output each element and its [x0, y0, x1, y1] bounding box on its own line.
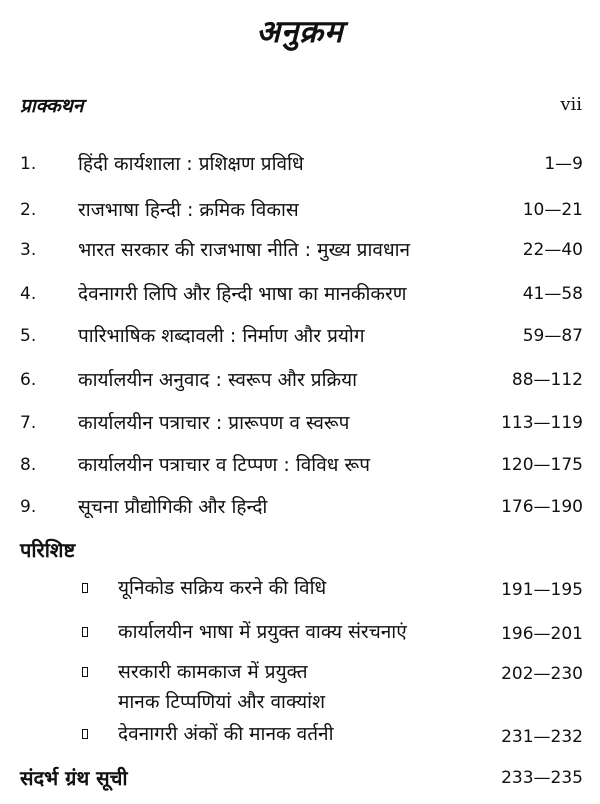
chapter-title: पारिभाषिक शब्दावली : निर्माण और प्रयोग	[78, 325, 365, 347]
chapter-pages: 176—190	[501, 497, 583, 517]
chapter-number: 6.	[20, 370, 37, 390]
preface-label: प्राक्कथन	[20, 95, 84, 117]
appendix-item-pages: 202—230	[501, 664, 583, 684]
chapter-number: 2.	[20, 200, 37, 220]
chapter-number: 8.	[20, 455, 37, 475]
chapter-number: 5.	[20, 326, 37, 346]
appendix-item-title: कार्यालयीन भाषा में प्रयुक्त वाक्य संरचनाएं	[118, 621, 407, 643]
square-bullet-icon	[82, 583, 88, 593]
chapter-title: हिंदी कार्यशाला : प्रशिक्षण प्रविधि	[78, 153, 304, 175]
chapter-number: 3.	[20, 240, 37, 260]
chapter-number: 7.	[20, 413, 37, 433]
appendix-heading: परिशिष्ट	[20, 538, 76, 562]
appendix-item-pages: 191—195	[501, 580, 583, 600]
chapter-pages: 59—87	[522, 326, 583, 346]
chapter-number: 1.	[20, 154, 37, 174]
appendix-item-title: देवनागरी अंकों की मानक वर्तनी	[118, 723, 334, 745]
square-bullet-icon	[82, 729, 88, 739]
square-bullet-icon	[82, 667, 88, 677]
chapter-title: देवनागरी लिपि और हिन्दी भाषा का मानकीकरण	[78, 283, 407, 305]
square-bullet-icon	[82, 627, 88, 637]
appendix-item-pages: 196—201	[501, 624, 583, 644]
chapter-pages: 120—175	[501, 455, 583, 475]
preface-page: vii	[560, 94, 582, 115]
chapter-pages: 41—58	[522, 284, 583, 304]
chapter-number: 4.	[20, 284, 37, 304]
appendix-item-title: सरकारी कामकाज में प्रयुक्त	[118, 661, 308, 683]
appendix-item-title-continued: मानक टिप्पणियां और वाक्यांश	[118, 691, 325, 713]
page-title: अनुक्रम	[256, 14, 344, 50]
chapter-pages: 88—112	[511, 370, 583, 390]
appendix-item-title: यूनिकोड सक्रिय करने की विधि	[118, 577, 327, 599]
appendix-item-pages: 231—232	[501, 727, 583, 747]
bibliography-label: संदर्भ ग्रंथ सूची	[20, 766, 128, 790]
chapter-number: 9.	[20, 497, 37, 517]
chapter-pages: 1—9	[544, 154, 583, 174]
chapter-title: राजभाषा हिन्दी : क्रमिक विकास	[78, 199, 299, 221]
chapter-title: सूचना प्रौद्योगिकी और हिन्दी	[78, 496, 268, 518]
chapter-title: भारत सरकार की राजभाषा नीति : मुख्य प्रावधान	[78, 239, 411, 261]
chapter-pages: 113—119	[501, 413, 583, 433]
chapter-title: कार्यालयीन अनुवाद : स्वरूप और प्रक्रिया	[78, 369, 358, 391]
chapter-title: कार्यालयीन पत्राचार : प्रारूपण व स्वरूप	[78, 412, 350, 434]
chapter-title: कार्यालयीन पत्राचार व टिप्पण : विविध रूप	[78, 454, 371, 476]
chapter-pages: 10—21	[522, 200, 583, 220]
bibliography-pages: 233—235	[501, 768, 583, 788]
chapter-pages: 22—40	[522, 240, 583, 260]
